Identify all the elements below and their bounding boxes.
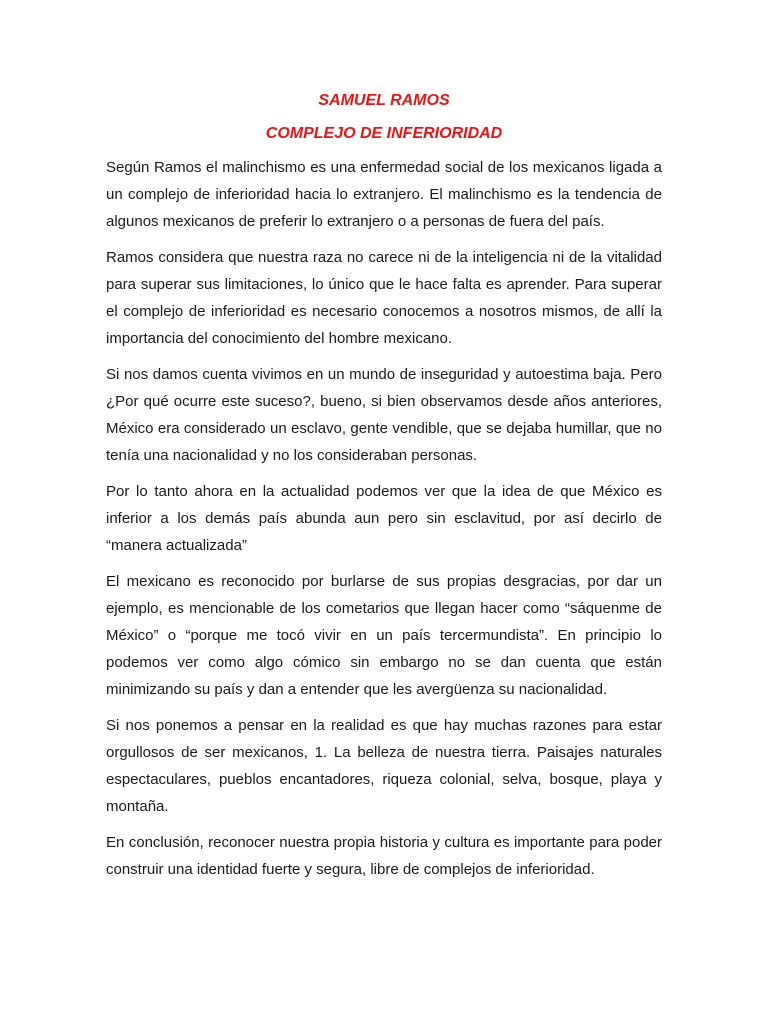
paragraph-4: Por lo tanto ahora en la actualidad podemos ver que la idea de que México es inferior a los demás país abunda aun pero sin esclavitud, por así decirlo de “manera actualizada” xyxy=(106,483,662,554)
document-body xyxy=(106,154,662,892)
paragraph-7: En conclusión, reconocer nuestra propia historia y cultura es importante para poder construir una identidad fuerte y segura, libre de complejos de inferioridad. xyxy=(106,834,662,878)
paragraph-1: Según Ramos el malinchismo es una enfermedad social de los mexicanos ligada a un complejo de inferioridad hacia lo extranjero. El malinchismo es la tendencia de algunos mexicanos de preferir lo extranjero o a personas de fuera del país. xyxy=(106,159,662,230)
document-subtitle: COMPLEJO DE INFERIORIDAD xyxy=(265,125,503,142)
paragraph-5: El mexicano es reconocido por burlarse de sus propias desgracias, por dar un ejemplo, es mencionable de los cometarios que llegan hacer como “sáquenme de México” o “porque me tocó vivir en un país tercermundista”. En principio lo podemos ver como algo cómico sin embargo no se dan cuenta que están minimizando su país y dan a entender que les avergüenza su nacionalidad. xyxy=(106,573,662,698)
document-title: SAMUEL RAMOS xyxy=(318,92,450,109)
paragraph-6: Si nos ponemos a pensar en la realidad es que hay muchas razones para estar orgullosos de ser mexicanos, 1. La belleza de nuestra tierra. Paisajes naturales espectaculares, pueblos encantadores, riqueza colonial, selva, bosque, playa y montaña. xyxy=(106,717,662,815)
paragraph-2: Ramos considera que nuestra raza no carece ni de la inteligencia ni de la vitalidad para superar sus limitaciones, lo único que le hace falta es aprender. Para superar el complejo de inferioridad es necesario conocemos a nosotros mismos, de allí la importancia del conocimiento del hombre mexicano. xyxy=(106,249,662,347)
paragraph-3: Si nos damos cuenta vivimos en un mundo de inseguridad y autoestima baja. Pero ¿Por qué ocurre este suceso?, bueno, si bien observamos desde años anteriores, México era considerado un esclavo, gente vendible, que se dejaba humillar, que no tenía una nacionalidad y no los consideraban personas. xyxy=(106,366,662,464)
